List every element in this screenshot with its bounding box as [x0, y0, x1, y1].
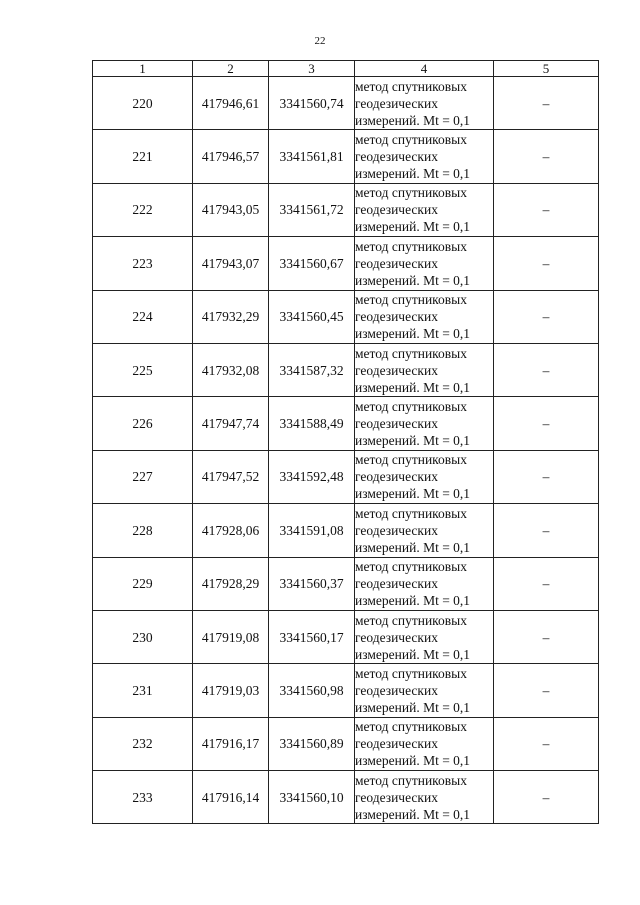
y-coordinate-cell: 3341560,74 — [269, 77, 355, 130]
method-line: метод спутниковых — [355, 719, 467, 735]
point-number-cell: 220 — [93, 77, 193, 130]
x-coordinate-cell: 417932,29 — [193, 290, 269, 343]
x-coordinate-cell: 417919,08 — [193, 610, 269, 663]
method-cell — [355, 130, 494, 183]
column-header-4: 4 — [355, 61, 494, 77]
method-line: метод спутниковых — [355, 399, 467, 415]
method-line: метод спутниковых — [355, 452, 467, 468]
y-coordinate-cell: 3341560,37 — [269, 557, 355, 610]
method-line: метод спутниковых — [355, 292, 467, 308]
point-number-cell: 222 — [93, 183, 193, 236]
note-cell: – — [494, 504, 599, 557]
y-coordinate-cell: 3341560,67 — [269, 237, 355, 290]
y-coordinate-cell: 3341561,72 — [269, 183, 355, 236]
method-cell — [355, 664, 494, 717]
method-cell — [355, 771, 494, 824]
y-coordinate-cell: 3341587,32 — [269, 343, 355, 396]
method-line: измерений. Mt = 0,1 — [355, 379, 471, 395]
method-cell — [355, 557, 494, 610]
method-line: геодезических — [355, 682, 438, 698]
column-header-2: 2 — [193, 61, 269, 77]
table-row — [93, 237, 599, 290]
method-line: метод спутниковых — [355, 345, 467, 361]
y-coordinate-cell: 3341560,98 — [269, 664, 355, 717]
table-body — [93, 77, 599, 824]
x-coordinate-cell: 417932,08 — [193, 343, 269, 396]
method-line: геодезических — [355, 522, 438, 538]
method-line: геодезических — [355, 629, 438, 645]
note-cell: – — [494, 183, 599, 236]
point-number-cell: 229 — [93, 557, 193, 610]
table-row — [93, 771, 599, 824]
table-row — [93, 343, 599, 396]
y-coordinate-cell: 3341560,10 — [269, 771, 355, 824]
coordinates-table — [92, 60, 599, 824]
method-line: геодезических — [355, 362, 438, 378]
method-line: геодезических — [355, 789, 438, 805]
note-cell: – — [494, 771, 599, 824]
y-coordinate-cell: 3341560,89 — [269, 717, 355, 770]
column-header-5: 5 — [494, 61, 599, 77]
x-coordinate-cell: 417916,17 — [193, 717, 269, 770]
point-number-cell: 225 — [93, 343, 193, 396]
x-coordinate-cell: 417919,03 — [193, 664, 269, 717]
method-line: измерений. Mt = 0,1 — [355, 539, 471, 555]
note-cell: – — [494, 717, 599, 770]
table-row — [93, 717, 599, 770]
point-number-cell: 233 — [93, 771, 193, 824]
x-coordinate-cell: 417947,74 — [193, 397, 269, 450]
x-coordinate-cell: 417947,52 — [193, 450, 269, 503]
note-cell: – — [494, 450, 599, 503]
method-line: метод спутниковых — [355, 132, 467, 148]
table-row — [93, 290, 599, 343]
x-coordinate-cell: 417928,06 — [193, 504, 269, 557]
table-row — [93, 183, 599, 236]
y-coordinate-cell: 3341588,49 — [269, 397, 355, 450]
method-line: геодезических — [355, 416, 438, 432]
note-cell: – — [494, 557, 599, 610]
table-row — [93, 664, 599, 717]
method-line: измерений. Mt = 0,1 — [355, 326, 471, 342]
x-coordinate-cell: 417946,57 — [193, 130, 269, 183]
method-cell — [355, 717, 494, 770]
method-line: измерений. Mt = 0,1 — [355, 646, 471, 662]
method-line: геодезических — [355, 736, 438, 752]
method-line: измерений. Mt = 0,1 — [355, 433, 471, 449]
table-header-row — [93, 61, 599, 77]
method-line: геодезических — [355, 149, 438, 165]
method-line: геодезических — [355, 255, 438, 271]
method-line: измерений. Mt = 0,1 — [355, 272, 471, 288]
table-row — [93, 450, 599, 503]
table-row — [93, 610, 599, 663]
method-line: измерений. Mt = 0,1 — [355, 806, 471, 822]
method-line: измерений. Mt = 0,1 — [355, 166, 471, 182]
method-line: метод спутниковых — [355, 238, 467, 254]
point-number-cell: 223 — [93, 237, 193, 290]
column-header-1: 1 — [93, 61, 193, 77]
method-line: измерений. Mt = 0,1 — [355, 219, 471, 235]
method-line: метод спутниковых — [355, 78, 467, 94]
method-line: измерений. Mt = 0,1 — [355, 593, 471, 609]
note-cell: – — [494, 130, 599, 183]
note-cell: – — [494, 290, 599, 343]
point-number-cell: 232 — [93, 717, 193, 770]
method-line: метод спутниковых — [355, 559, 467, 575]
x-coordinate-cell: 417916,14 — [193, 771, 269, 824]
point-number-cell: 224 — [93, 290, 193, 343]
method-cell — [355, 237, 494, 290]
method-line: геодезических — [355, 469, 438, 485]
method-line: геодезических — [355, 576, 438, 592]
method-line: метод спутниковых — [355, 612, 467, 628]
point-number-cell: 228 — [93, 504, 193, 557]
table-row — [93, 504, 599, 557]
method-cell — [355, 450, 494, 503]
method-line: геодезических — [355, 202, 438, 218]
method-line: измерений. Mt = 0,1 — [355, 486, 471, 502]
x-coordinate-cell: 417928,29 — [193, 557, 269, 610]
method-cell — [355, 397, 494, 450]
method-line: геодезических — [355, 309, 438, 325]
y-coordinate-cell: 3341560,17 — [269, 610, 355, 663]
y-coordinate-cell: 3341591,08 — [269, 504, 355, 557]
method-cell — [355, 343, 494, 396]
note-cell: – — [494, 343, 599, 396]
method-cell — [355, 290, 494, 343]
y-coordinate-cell: 3341592,48 — [269, 450, 355, 503]
note-cell: – — [494, 664, 599, 717]
method-line: метод спутниковых — [355, 185, 467, 201]
method-cell — [355, 183, 494, 236]
point-number-cell: 226 — [93, 397, 193, 450]
method-cell — [355, 77, 494, 130]
x-coordinate-cell: 417946,61 — [193, 77, 269, 130]
point-number-cell: 221 — [93, 130, 193, 183]
page-number: 22 — [314, 35, 326, 47]
note-cell: – — [494, 610, 599, 663]
method-line: геодезических — [355, 95, 438, 111]
x-coordinate-cell: 417943,05 — [193, 183, 269, 236]
table-row — [93, 397, 599, 450]
note-cell: – — [494, 397, 599, 450]
column-header-3: 3 — [269, 61, 355, 77]
point-number-cell: 227 — [93, 450, 193, 503]
point-number-cell: 230 — [93, 610, 193, 663]
method-line: метод спутниковых — [355, 665, 467, 681]
method-line: измерений. Mt = 0,1 — [355, 699, 471, 715]
method-line: измерений. Mt = 0,1 — [355, 753, 471, 769]
table-row — [93, 77, 599, 130]
x-coordinate-cell: 417943,07 — [193, 237, 269, 290]
method-line: измерений. Mt = 0,1 — [355, 112, 471, 128]
method-cell — [355, 610, 494, 663]
note-cell: – — [494, 77, 599, 130]
method-cell — [355, 504, 494, 557]
method-line: метод спутниковых — [355, 772, 467, 788]
table-row — [93, 130, 599, 183]
note-cell: – — [494, 237, 599, 290]
y-coordinate-cell: 3341561,81 — [269, 130, 355, 183]
y-coordinate-cell: 3341560,45 — [269, 290, 355, 343]
point-number-cell: 231 — [93, 664, 193, 717]
table-row — [93, 557, 599, 610]
method-line: метод спутниковых — [355, 505, 467, 521]
